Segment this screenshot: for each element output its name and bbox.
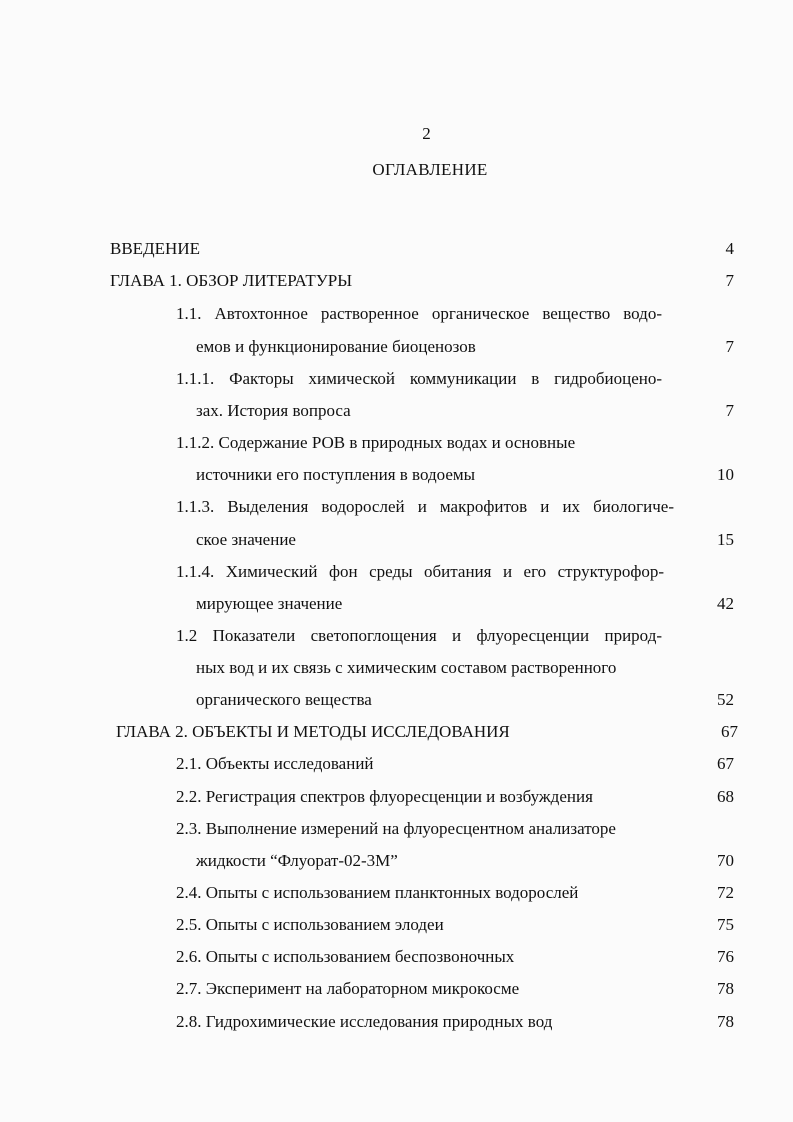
toc-entry-2-3-line-2: жидкости “Флуорат-02-3М” <box>196 851 398 870</box>
toc-entry-1-1-4-line-2: мирующее значение <box>196 594 343 613</box>
toc-page-2-6: 76 <box>717 947 734 966</box>
toc-page-2-7: 78 <box>717 979 734 998</box>
toc-page-1-1-3: 15 <box>717 530 734 549</box>
toc-page-2-2: 68 <box>717 787 734 806</box>
toc-entry-2-3-line-1: 2.3. Выполнение измерений на флуоресцентном анализаторе <box>176 819 616 838</box>
toc-page-1-1-4: 42 <box>717 594 734 613</box>
toc-entry-chapter-2: ГЛАВА 2. ОБЪЕКТЫ И МЕТОДЫ ИССЛЕДОВАНИЯ <box>116 722 510 741</box>
toc-entry-1-1-3-line-2: ское значение <box>196 530 296 549</box>
toc-entry-2-1: 2.1. Объекты исследований <box>176 754 374 773</box>
toc-entry-1-1-1-line-2: зах. История вопроса <box>196 401 351 420</box>
toc-page-2-8: 78 <box>717 1012 734 1031</box>
toc-page-2-4: 72 <box>717 883 734 902</box>
toc-page-1-1: 7 <box>725 337 734 356</box>
toc-page-introduction: 4 <box>725 239 734 258</box>
toc-entry-1-1-3-line-1: 1.1.3. Выделения водорослей и макрофитов и их биологиче- <box>176 497 674 516</box>
toc-page-2-1: 67 <box>717 754 734 773</box>
toc-entry-introduction: ВВЕДЕНИЕ <box>110 239 200 258</box>
toc-entry-chapter-1: ГЛАВА 1. ОБЗОР ЛИТЕРАТУРЫ <box>110 271 353 290</box>
toc-page-1-1-1: 7 <box>725 401 734 420</box>
page-number: 2 <box>422 124 431 143</box>
toc-entry-1-2-line-1: 1.2 Показатели светопоглощения и флуоресценции природ- <box>176 626 662 645</box>
toc-page-chapter-1: 7 <box>725 271 734 290</box>
toc-entry-2-8: 2.8. Гидрохимические исследования природных вод <box>176 1012 553 1031</box>
toc-entry-1-2-line-3: органического вещества <box>196 690 372 709</box>
toc-entry-1-1-line-1: 1.1. Автохтонное растворенное органическое вещество водо- <box>176 304 662 323</box>
toc-entry-1-1-2-line-1: 1.1.2. Содержание РОВ в природных водах и основные <box>176 433 576 452</box>
toc-entry-1-2-line-2: ных вод и их связь с химическим составом растворенного <box>196 658 617 677</box>
toc-entry-2-4: 2.4. Опыты с использованием планктонных водорослей <box>176 883 579 902</box>
toc-entry-1-1-4-line-1: 1.1.4. Химический фон среды обитания и его структурофор- <box>176 562 664 581</box>
toc-entry-2-2: 2.2. Регистрация спектров флуоресценции и возбуждения <box>176 787 593 806</box>
toc-page-2-3: 70 <box>717 851 734 870</box>
toc-entry-1-1-line-2: емов и функционирование биоценозов <box>196 337 476 356</box>
toc-entry-1-1-2-line-2: источники его поступления в водоемы <box>196 465 476 484</box>
toc-heading: ОГЛАВЛЕНИЕ <box>372 160 488 179</box>
toc-page-1-2: 52 <box>717 690 734 709</box>
toc-entry-2-6: 2.6. Опыты с использованием беспозвоночных <box>176 947 515 966</box>
toc-entry-1-1-1-line-1: 1.1.1. Факторы химической коммуникации в гидробиоцено- <box>176 369 662 388</box>
toc-entry-2-7: 2.7. Эксперимент на лабораторном микрокосме <box>176 979 520 998</box>
toc-page-2-5: 75 <box>717 915 734 934</box>
toc-page-chapter-2: 67 <box>721 722 738 741</box>
toc-entry-2-5: 2.5. Опыты с использованием элодеи <box>176 915 444 934</box>
toc-page-1-1-2: 10 <box>717 465 734 484</box>
